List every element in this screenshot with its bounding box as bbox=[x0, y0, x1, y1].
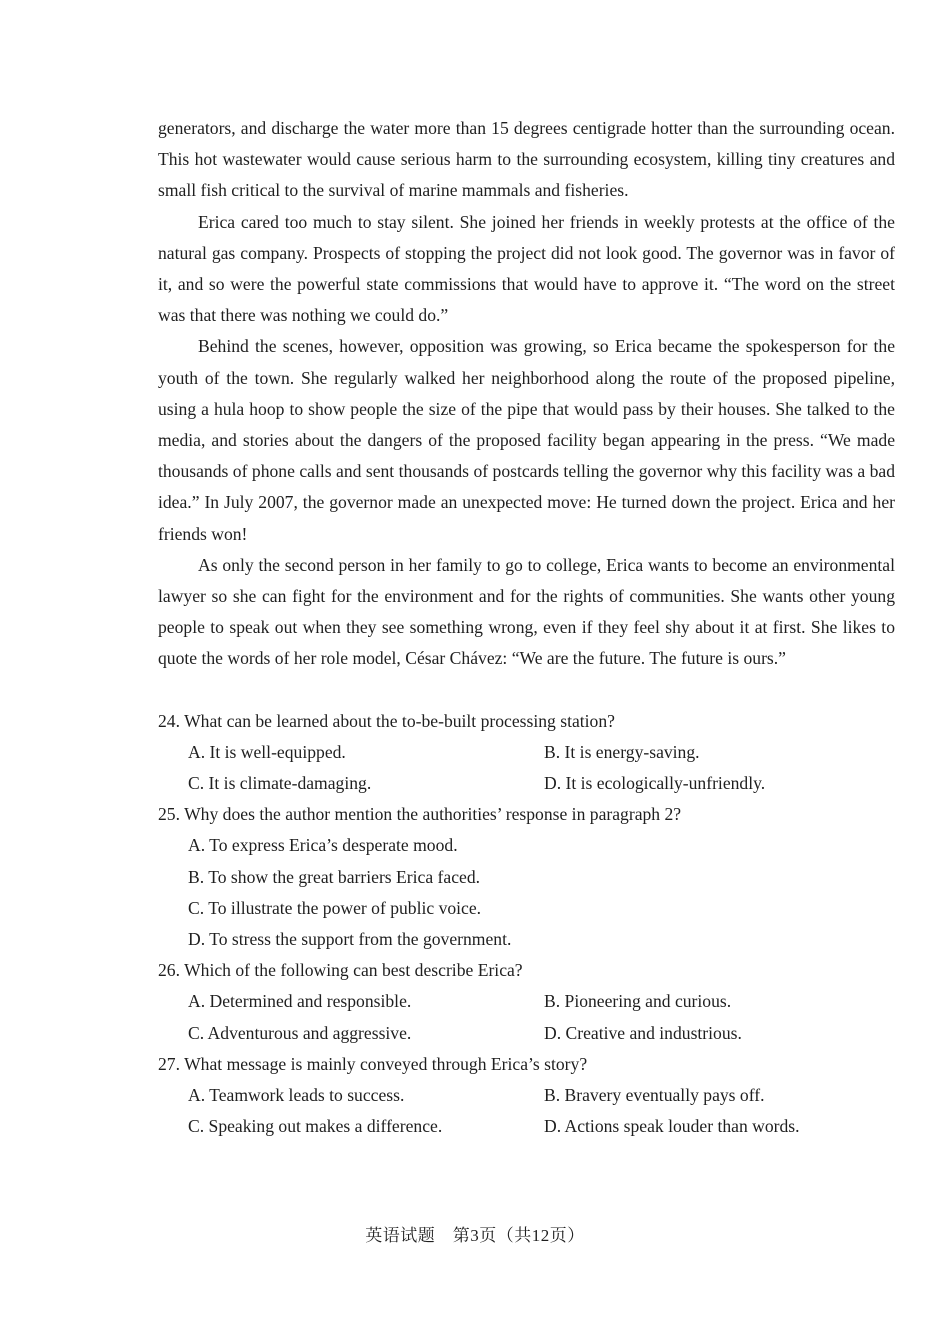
exam-page bbox=[158, 113, 895, 1143]
option-a: A. Determined and responsible. bbox=[188, 991, 412, 1012]
option-a: A. To express Erica’s desperate mood. bbox=[188, 835, 458, 856]
question-stem: 25. Why does the author mention the authorities’ response in paragraph 2? bbox=[158, 804, 682, 825]
passage-paragraph-4: As only the second person in her family to go to college, Erica wants to become an environmental lawyer so she can fight for the environment and for the rights of communities. She wants other young people to speak out when they see something wrong, even if they feel shy about it at first. She likes to quote the words of her role model, César Chávez: “We are the future. The future is ours.” bbox=[158, 554, 895, 669]
question-stem: 24. What can be learned about the to-be-built processing station? bbox=[158, 710, 615, 731]
option-d: D. It is ecologically-unfriendly. bbox=[544, 773, 766, 794]
reading-passage bbox=[158, 113, 895, 675]
option-d: D. To stress the support from the government. bbox=[188, 929, 512, 950]
page-footer: 英语试题 第3页（共12页） bbox=[365, 1226, 585, 1245]
option-c: C. Adventurous and aggressive. bbox=[188, 1022, 412, 1043]
option-c: C. Speaking out makes a difference. bbox=[188, 1116, 443, 1137]
question-26 bbox=[158, 955, 895, 1049]
option-c: C. It is climate-damaging. bbox=[188, 773, 372, 794]
question-25 bbox=[158, 799, 895, 955]
option-a: A. Teamwork leads to success. bbox=[188, 1085, 405, 1106]
question-27 bbox=[158, 1049, 895, 1143]
options bbox=[158, 1080, 895, 1142]
passage-paragraph-2: Erica cared too much to stay silent. She joined her friends in weekly protests at the office of the natural gas company. Prospects of stopping the project did not look good. The governor was in favor of it, and so were the powerful state commissions that would have to approve it. “The word on the street was that there was nothing we could do.” bbox=[158, 211, 895, 326]
option-b: B. It is energy-saving. bbox=[544, 741, 700, 762]
option-b: B. Pioneering and curious. bbox=[544, 991, 732, 1012]
option-a: A. It is well-equipped. bbox=[188, 741, 346, 762]
question-list bbox=[158, 706, 895, 1143]
option-d: D. Actions speak louder than words. bbox=[544, 1116, 800, 1137]
option-b: B. Bravery eventually pays off. bbox=[544, 1085, 765, 1106]
options bbox=[158, 986, 895, 1048]
question-stem: 27. What message is mainly conveyed through Erica’s story? bbox=[158, 1053, 588, 1074]
option-c: C. To illustrate the power of public voice. bbox=[188, 897, 482, 918]
passage-paragraph-1: generators, and discharge the water more than 15 degrees centigrade hotter than the surrounding ocean. This hot wastewater would cause serious harm to the surrounding ecosystem, killing tiny creatures and small fish critical to the survival of marine mammals and fisheries. bbox=[158, 118, 895, 201]
question-24 bbox=[158, 706, 895, 800]
option-b: B. To show the great barriers Erica faced. bbox=[188, 866, 481, 887]
options bbox=[158, 830, 895, 955]
question-stem: 26. Which of the following can best describe Erica? bbox=[158, 960, 523, 981]
options bbox=[158, 737, 895, 799]
option-d: D. Creative and industrious. bbox=[544, 1022, 742, 1043]
passage-paragraph-3: Behind the scenes, however, opposition was growing, so Erica became the spokesperson for the youth of the town. She regularly walked her neighborhood along the route of the proposed pipeline, using a hula hoop to show people the size of the pipe that would pass by their houses. She talked to the media, and stories about the dangers of the proposed facility began appearing in the press. “We made thousands of phone calls and sent thousands of postcards telling the governor why this facility was a bad idea.” In July 2007, the governor made an unexpected move: He turned down the project. Erica and her friends won! bbox=[158, 336, 895, 544]
